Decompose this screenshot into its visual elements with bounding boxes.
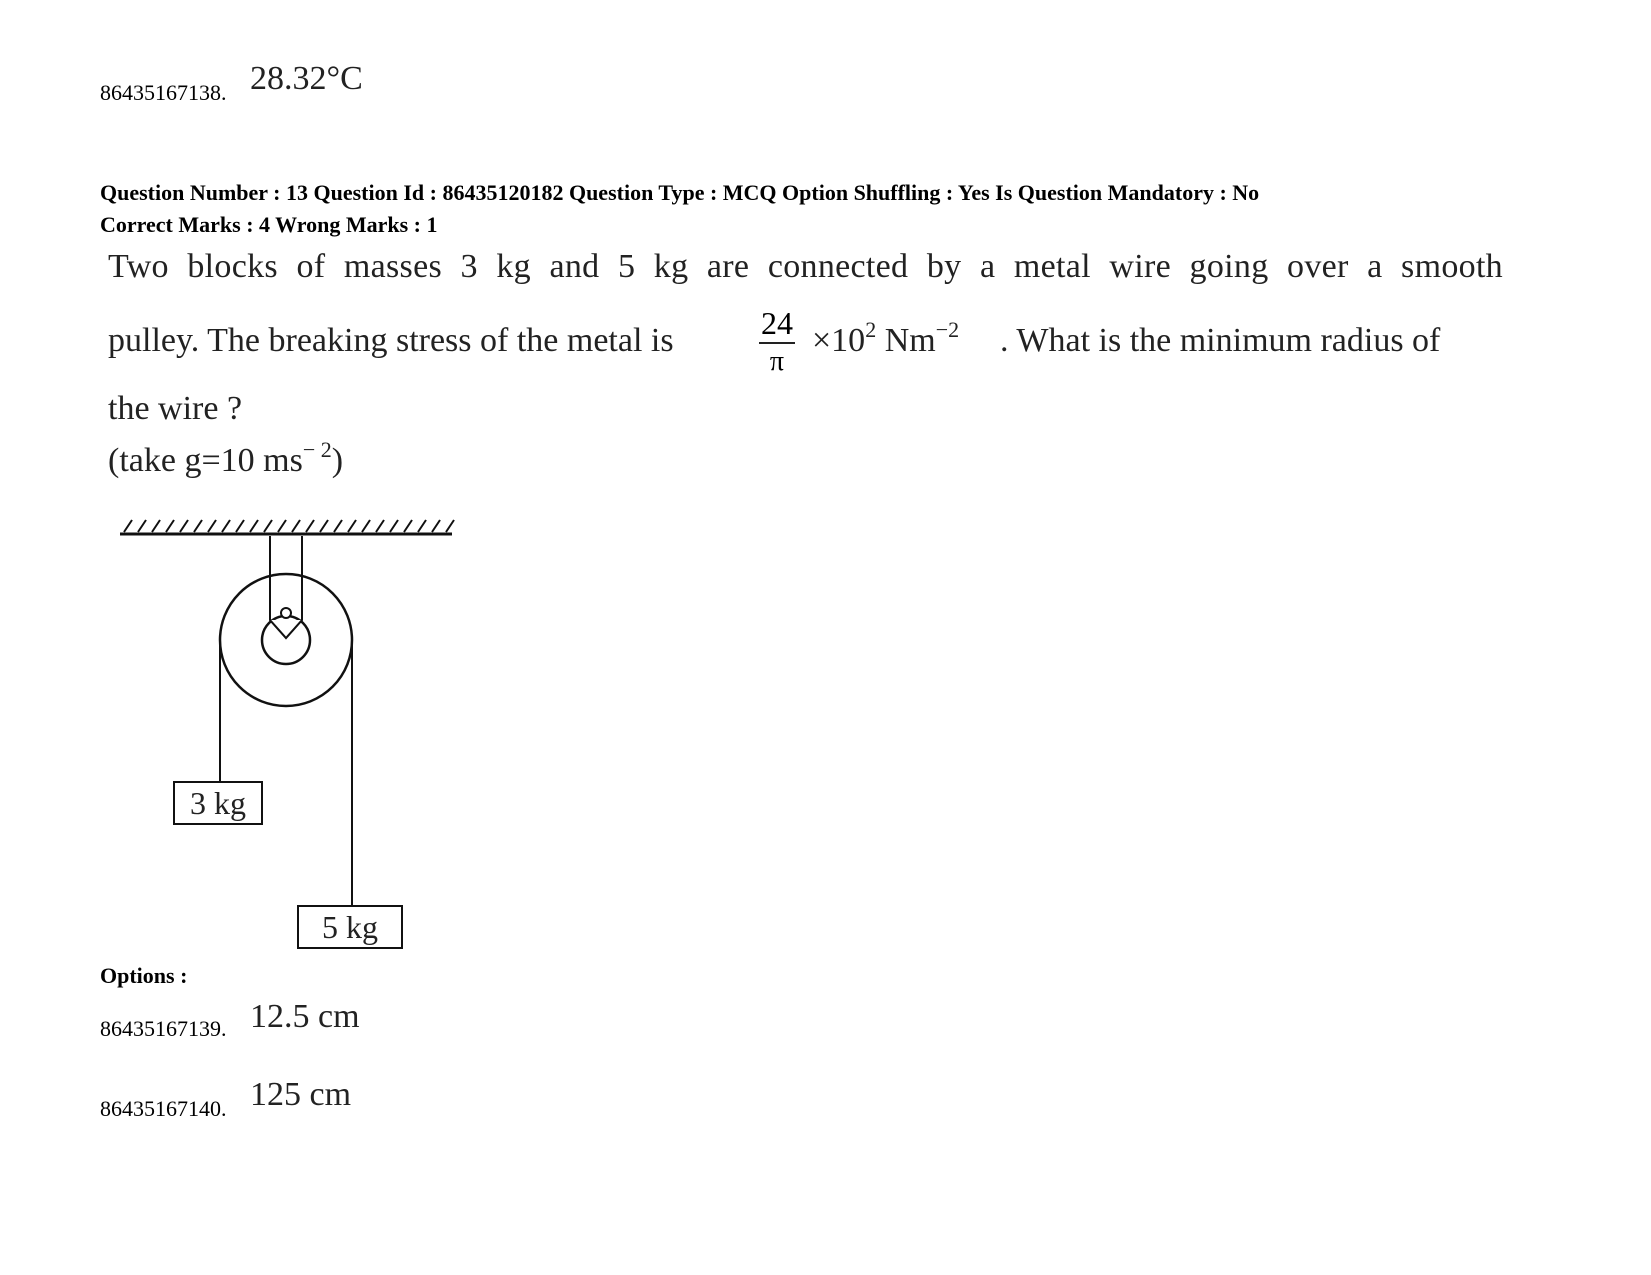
ceiling-hatch (334, 520, 342, 532)
ceiling-hatch (250, 520, 258, 532)
option-id: 86435167140. (100, 1096, 227, 1121)
gravity-exponent: − 2 (302, 437, 332, 462)
question-line-2-start: pulley. The breaking stress of the metal is (108, 322, 674, 359)
ceiling-hatch (166, 520, 174, 532)
question-line-2-expression (812, 317, 960, 360)
pulley-diagram (110, 510, 470, 960)
question-line-3: the wire ? (108, 390, 243, 427)
bracket-tip (270, 620, 302, 638)
ceiling-hatch (320, 520, 328, 532)
times-ten: ×10 (812, 322, 866, 359)
ceiling-hatch (404, 520, 412, 532)
ceiling-hatch (390, 520, 398, 532)
ceiling-hatch (306, 520, 314, 532)
ceiling-hatch (180, 520, 188, 532)
ceiling-hatch (418, 520, 426, 532)
ceiling-hatch (432, 520, 440, 532)
ceiling-hatch (138, 520, 146, 532)
power-exponent: 2 (865, 317, 877, 342)
option-value: 125 cm (250, 1076, 352, 1113)
question-line-1: Two blocks of masses 3 kg and 5 kg are connected by a metal wire going over a smooth (108, 248, 1503, 285)
unit-text: Nm (876, 322, 936, 359)
ceiling-hatch (362, 520, 370, 532)
ceiling-hatch (152, 520, 160, 532)
fraction-bar (759, 342, 795, 344)
option-id: 86435167138. (100, 80, 227, 105)
ceiling-hatch (124, 520, 132, 532)
ceiling-hatch (292, 520, 300, 532)
block-5kg-label: 5 kg (322, 909, 378, 945)
axle-pin (281, 608, 291, 618)
ceiling-hatch (446, 520, 454, 532)
question-meta-line: Question Number : 13 Question Id : 86435120182 Question Type : MCQ Option Shuffling : Yes Is Question Mandatory : No (100, 180, 1260, 205)
question-line-4 (108, 437, 344, 480)
ceiling-hatch (208, 520, 216, 532)
gravity-close: ) (331, 442, 344, 479)
unit-exponent: −2 (935, 317, 960, 342)
fraction-numerator: 24 (761, 305, 793, 341)
fraction-denominator: π (769, 346, 785, 377)
ceiling-hatch (194, 520, 202, 532)
ceiling-hatch (376, 520, 384, 532)
option-value: 28.32°C (250, 60, 363, 97)
ceiling (120, 520, 454, 534)
gravity-text: (take g=10 ms (108, 442, 303, 479)
option-value: 12.5 cm (250, 998, 360, 1035)
stress-fraction (757, 305, 797, 377)
ceiling-hatch (348, 520, 356, 532)
ceiling-hatch (278, 520, 286, 532)
question-marks-line: Correct Marks : 4 Wrong Marks : 1 (100, 212, 438, 237)
ceiling-hatch (264, 520, 272, 532)
ceiling-hatch (236, 520, 244, 532)
question-line-2-end: . What is the minimum radius of (1000, 322, 1441, 359)
option-id: 86435167139. (100, 1016, 227, 1041)
options-label: Options : (100, 963, 188, 988)
ceiling-hatch (222, 520, 230, 532)
block-3kg-label: 3 kg (190, 785, 246, 821)
